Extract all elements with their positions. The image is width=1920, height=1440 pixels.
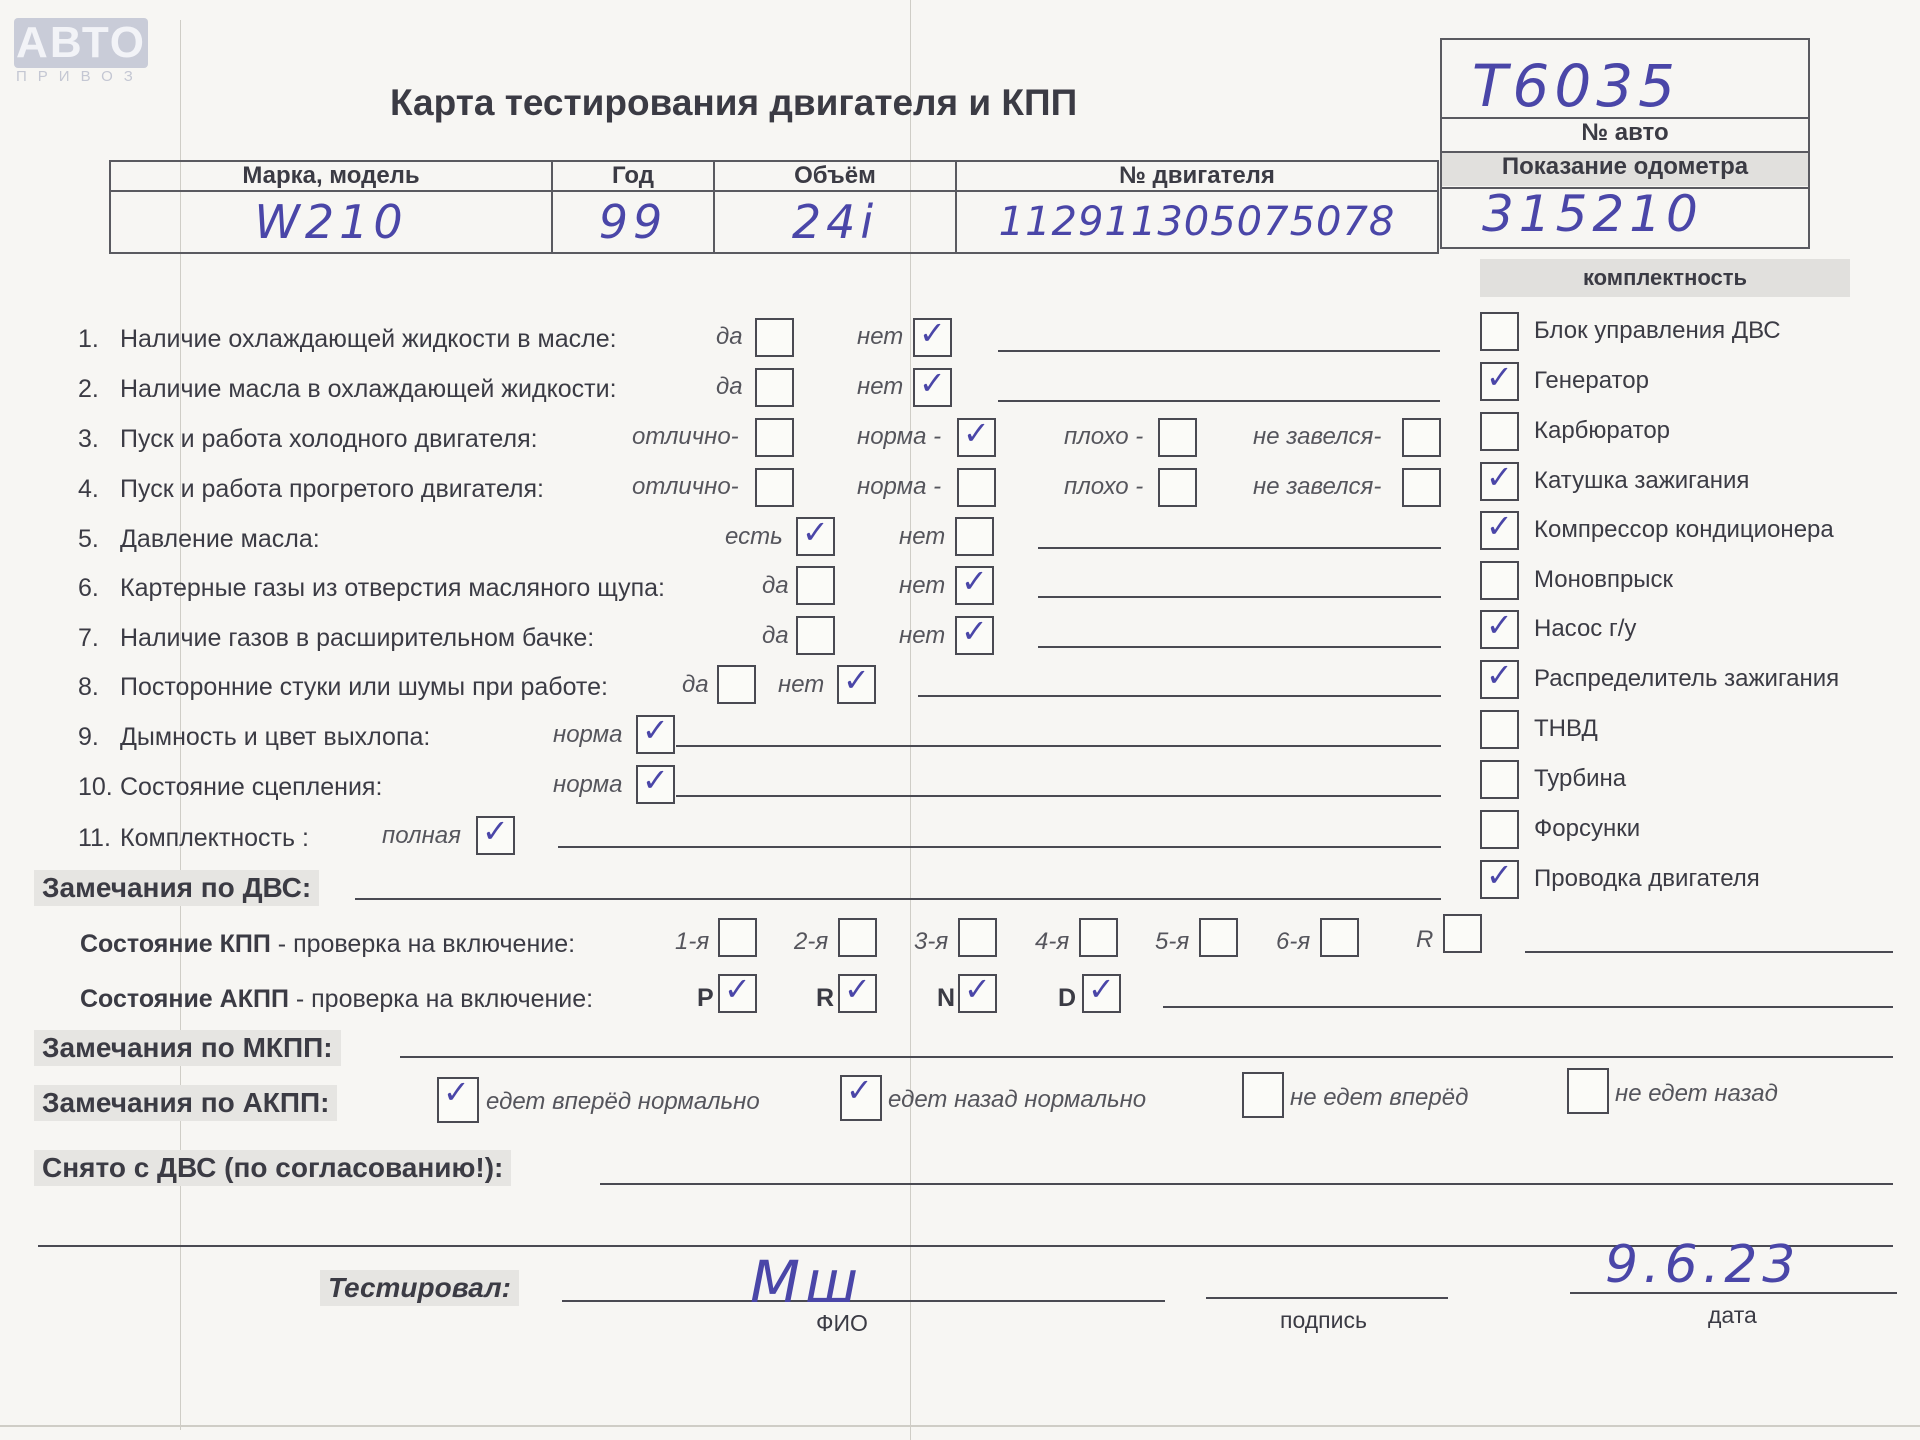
checkbox-drives-forward-ok[interactable]: ✓ [437, 1077, 479, 1123]
checkbox-item3-bad[interactable] [1158, 418, 1197, 457]
signature-fio: Мш [750, 1248, 864, 1316]
checkbox-ac-compressor[interactable]: ✓ [1480, 511, 1519, 550]
opt-no: нет [857, 373, 904, 400]
sign-line[interactable] [1206, 1297, 1448, 1299]
checkbox-akpp-p[interactable]: ✓ [718, 974, 757, 1013]
opt-present: есть [725, 523, 783, 550]
checkbox-item1-yes[interactable] [755, 318, 794, 357]
gear-4-label: 4-я [1035, 928, 1070, 955]
checkbox-item1-no[interactable]: ✓ [913, 318, 952, 357]
tested-label: Тестировал: [320, 1270, 519, 1306]
date-caption: дата [1708, 1302, 1757, 1328]
checkbox-item3-nostart[interactable] [1402, 418, 1441, 457]
car-number-label: № авто [1581, 119, 1669, 146]
checkbox-item6-yes[interactable] [796, 566, 835, 605]
odometer-value: 315210 [1482, 185, 1703, 243]
remarks-dvs-label: Замечания по ДВС: [34, 870, 319, 906]
completeness-turbo: Турбина [1534, 765, 1627, 792]
checkbox-item4-excellent[interactable] [755, 468, 794, 507]
opt-norm: норма [553, 771, 623, 798]
opt-normal: норма - [857, 423, 942, 450]
value-engine-number: 112911305075078 [956, 191, 1438, 253]
opt-excellent: отлично- [632, 423, 739, 450]
gear-2-label: 2-я [794, 928, 829, 955]
completeness-power-steering-pump: Насос г/у [1534, 615, 1637, 642]
checkbox-distributor[interactable]: ✓ [1480, 660, 1519, 699]
date-value: 9.6.23 [1605, 1235, 1801, 1295]
akpp-n-label: N [937, 984, 956, 1012]
page-title: Карта тестирования двигателя и КПП [390, 82, 1078, 123]
checkbox-item11-full[interactable]: ✓ [476, 816, 515, 855]
checkbox-injection-pump[interactable] [1480, 710, 1519, 749]
odometer-label: Показание одометра [1442, 153, 1808, 186]
completeness-mono-injection: Моновпрыск [1534, 566, 1674, 593]
fio-caption: ФИО [816, 1310, 868, 1336]
gear-1-label: 1-я [675, 928, 710, 955]
checkbox-injectors[interactable] [1480, 810, 1519, 849]
opt-yes: да [762, 572, 789, 599]
checkbox-item5-present[interactable]: ✓ [796, 517, 835, 556]
checkbox-gear-r[interactable] [1443, 914, 1482, 953]
checkbox-ecu[interactable] [1480, 312, 1519, 351]
akpp-option-forward-ok: едет вперёд нормально [486, 1088, 760, 1115]
item-8: 8. Посторонние стуки или шумы при работе: [78, 673, 608, 701]
akpp-option-no-backward: не едет назад [1615, 1080, 1778, 1107]
line-item8 [918, 695, 1441, 697]
checkbox-item3-excellent[interactable] [755, 418, 794, 457]
remarks-dvs-line[interactable] [355, 898, 1441, 900]
akpp-label: Состояние АКПП - проверка на включение: [80, 985, 594, 1013]
opt-bad: плохо - [1064, 423, 1144, 450]
header-engine-number: № двигателя [956, 161, 1438, 191]
checkbox-gear-4[interactable] [1079, 918, 1118, 957]
line-item6 [1038, 596, 1441, 598]
checkbox-item3-normal[interactable]: ✓ [957, 418, 996, 457]
completeness-engine-wiring: Проводка двигателя [1534, 865, 1760, 892]
checkbox-item4-nostart[interactable] [1402, 468, 1441, 507]
line-item2 [998, 400, 1440, 402]
completeness-heading: комплектность [1480, 259, 1850, 297]
opt-no: нет [778, 671, 825, 698]
opt-no: нет [899, 572, 946, 599]
completeness-carburetor: Карбюратор [1534, 417, 1671, 444]
opt-yes: да [682, 671, 709, 698]
checkbox-item6-no[interactable]: ✓ [955, 566, 994, 605]
line-item11 [558, 846, 1441, 848]
line-item1 [998, 350, 1440, 352]
akpp-option-no-forward: не едет вперёд [1290, 1084, 1469, 1111]
checkbox-drives-backward-ok[interactable]: ✓ [840, 1075, 882, 1121]
header-volume: Объём [714, 161, 956, 191]
item-6: 6. Картерные газы из отверстия масляного щупа: [78, 574, 665, 602]
completeness-distributor: Распределитель зажигания [1534, 665, 1840, 692]
remarks-mkpp-label: Замечания по МКПП: [34, 1030, 341, 1066]
checkbox-item2-no[interactable]: ✓ [913, 368, 952, 407]
item-3: 3. Пуск и работа холодного двигателя: [78, 425, 538, 453]
item-10: 10. Состояние сцепления: [78, 773, 383, 801]
kpp-line [1525, 951, 1893, 953]
checkbox-akpp-d[interactable]: ✓ [1082, 974, 1121, 1013]
item-11: 11. Комплектность : [78, 824, 309, 852]
checkbox-ignition-coil[interactable]: ✓ [1480, 462, 1519, 501]
opt-no: нет [899, 622, 946, 649]
completeness-ecu: Блок управления ДВС [1534, 317, 1781, 344]
kpp-label: Состояние КПП - проверка на включение: [80, 930, 576, 958]
opt-bad: плохо - [1064, 473, 1144, 500]
akpp-d-label: D [1058, 984, 1077, 1012]
checkbox-gear-1[interactable] [718, 918, 757, 957]
logo: АВТО [14, 18, 148, 68]
checkbox-item10-norm[interactable]: ✓ [636, 765, 675, 804]
checkbox-power-steering-pump[interactable]: ✓ [1480, 610, 1519, 649]
checkbox-mono-injection[interactable] [1480, 561, 1519, 600]
opt-full: полная [382, 822, 461, 849]
fio-line[interactable] [562, 1300, 1165, 1302]
item-9: 9. Дымность и цвет выхлопа: [78, 723, 431, 751]
checkbox-item4-bad[interactable] [1158, 468, 1197, 507]
opt-excellent: отлично- [632, 473, 739, 500]
opt-yes: да [716, 373, 743, 400]
checkbox-item9-norm[interactable]: ✓ [636, 715, 675, 754]
gear-r-label: R [1416, 926, 1434, 953]
checkbox-item2-yes[interactable] [755, 368, 794, 407]
checkbox-item5-no[interactable] [955, 517, 994, 556]
gear-6-label: 6-я [1276, 928, 1311, 955]
completeness-ignition-coil: Катушка зажигания [1534, 467, 1750, 494]
completeness-generator: Генератор [1534, 367, 1649, 394]
akpp-line [1163, 1006, 1893, 1008]
opt-nostart: не завелся- [1253, 473, 1382, 500]
value-year: 99 [552, 191, 714, 253]
item-5: 5. Давление масла: [78, 525, 320, 553]
checkbox-turbo[interactable] [1480, 760, 1519, 799]
akpp-r-label: R [816, 984, 835, 1012]
car-number-odometer-box [1440, 38, 1810, 249]
checkbox-carburetor[interactable] [1480, 412, 1519, 451]
line-item7 [1038, 646, 1441, 648]
checkbox-no-backward[interactable] [1567, 1068, 1609, 1114]
line-item10 [676, 795, 1441, 797]
checkbox-item7-no[interactable]: ✓ [955, 616, 994, 655]
vehicle-spec-table [109, 160, 1439, 254]
opt-yes: да [762, 622, 789, 649]
gear-5-label: 5-я [1155, 928, 1190, 955]
line-item5 [1038, 547, 1441, 549]
line-item9 [676, 745, 1441, 747]
checkbox-akpp-n[interactable]: ✓ [958, 974, 997, 1013]
logo-subtitle: ПРИВОЗ [16, 68, 144, 85]
item-4: 4. Пуск и работа прогретого двигателя: [78, 475, 544, 503]
opt-yes: да [716, 323, 743, 350]
checkbox-generator[interactable]: ✓ [1480, 362, 1519, 401]
checkbox-gear-3[interactable] [958, 918, 997, 957]
completeness-injectors: Форсунки [1534, 815, 1641, 842]
car-number-value: T6035 [1472, 52, 1681, 120]
checkbox-akpp-r[interactable]: ✓ [838, 974, 877, 1013]
checkbox-item8-yes[interactable] [717, 665, 756, 704]
completeness-injection-pump: ТНВД [1534, 715, 1598, 742]
opt-nostart: не завелся- [1253, 423, 1382, 450]
sign-caption: подпись [1280, 1307, 1367, 1333]
remarks-akpp-label: Замечания по АКПП: [34, 1085, 337, 1121]
checkbox-no-forward[interactable] [1242, 1072, 1284, 1118]
item-7: 7. Наличие газов в расширительном бачке: [78, 624, 595, 652]
completeness-ac-compressor: Компрессор кондиционера [1534, 516, 1834, 543]
gear-3-label: 3-я [914, 928, 949, 955]
item-2: 2. Наличие масла в охлаждающей жидкости: [78, 375, 617, 403]
value-volume: 24i [714, 191, 956, 253]
checkbox-gear-5[interactable] [1199, 918, 1238, 957]
remarks-mkpp-line[interactable] [400, 1056, 1893, 1058]
opt-no: нет [899, 523, 946, 550]
value-make-model: W210 [110, 191, 552, 253]
checkbox-gear-6[interactable] [1320, 918, 1359, 957]
opt-no: нет [857, 323, 904, 350]
removed-label: Снято с ДВС (по согласованию!): [34, 1150, 511, 1186]
header-make-model: Марка, модель [110, 161, 552, 191]
bottom-edge [0, 1425, 1920, 1427]
akpp-option-backward-ok: едет назад нормально [888, 1086, 1147, 1113]
checkbox-gear-2[interactable] [838, 918, 877, 957]
removed-line[interactable] [600, 1183, 1893, 1185]
item-1: 1. Наличие охлаждающей жидкости в масле: [78, 325, 617, 353]
checkbox-item4-normal[interactable] [957, 468, 996, 507]
akpp-p-label: P [697, 984, 714, 1012]
checkbox-item7-yes[interactable] [796, 616, 835, 655]
header-year: Год [552, 161, 714, 191]
opt-normal: норма - [857, 473, 942, 500]
checkbox-engine-wiring[interactable]: ✓ [1480, 860, 1519, 899]
opt-norm: норма [553, 721, 623, 748]
checkbox-item8-no[interactable]: ✓ [837, 665, 876, 704]
